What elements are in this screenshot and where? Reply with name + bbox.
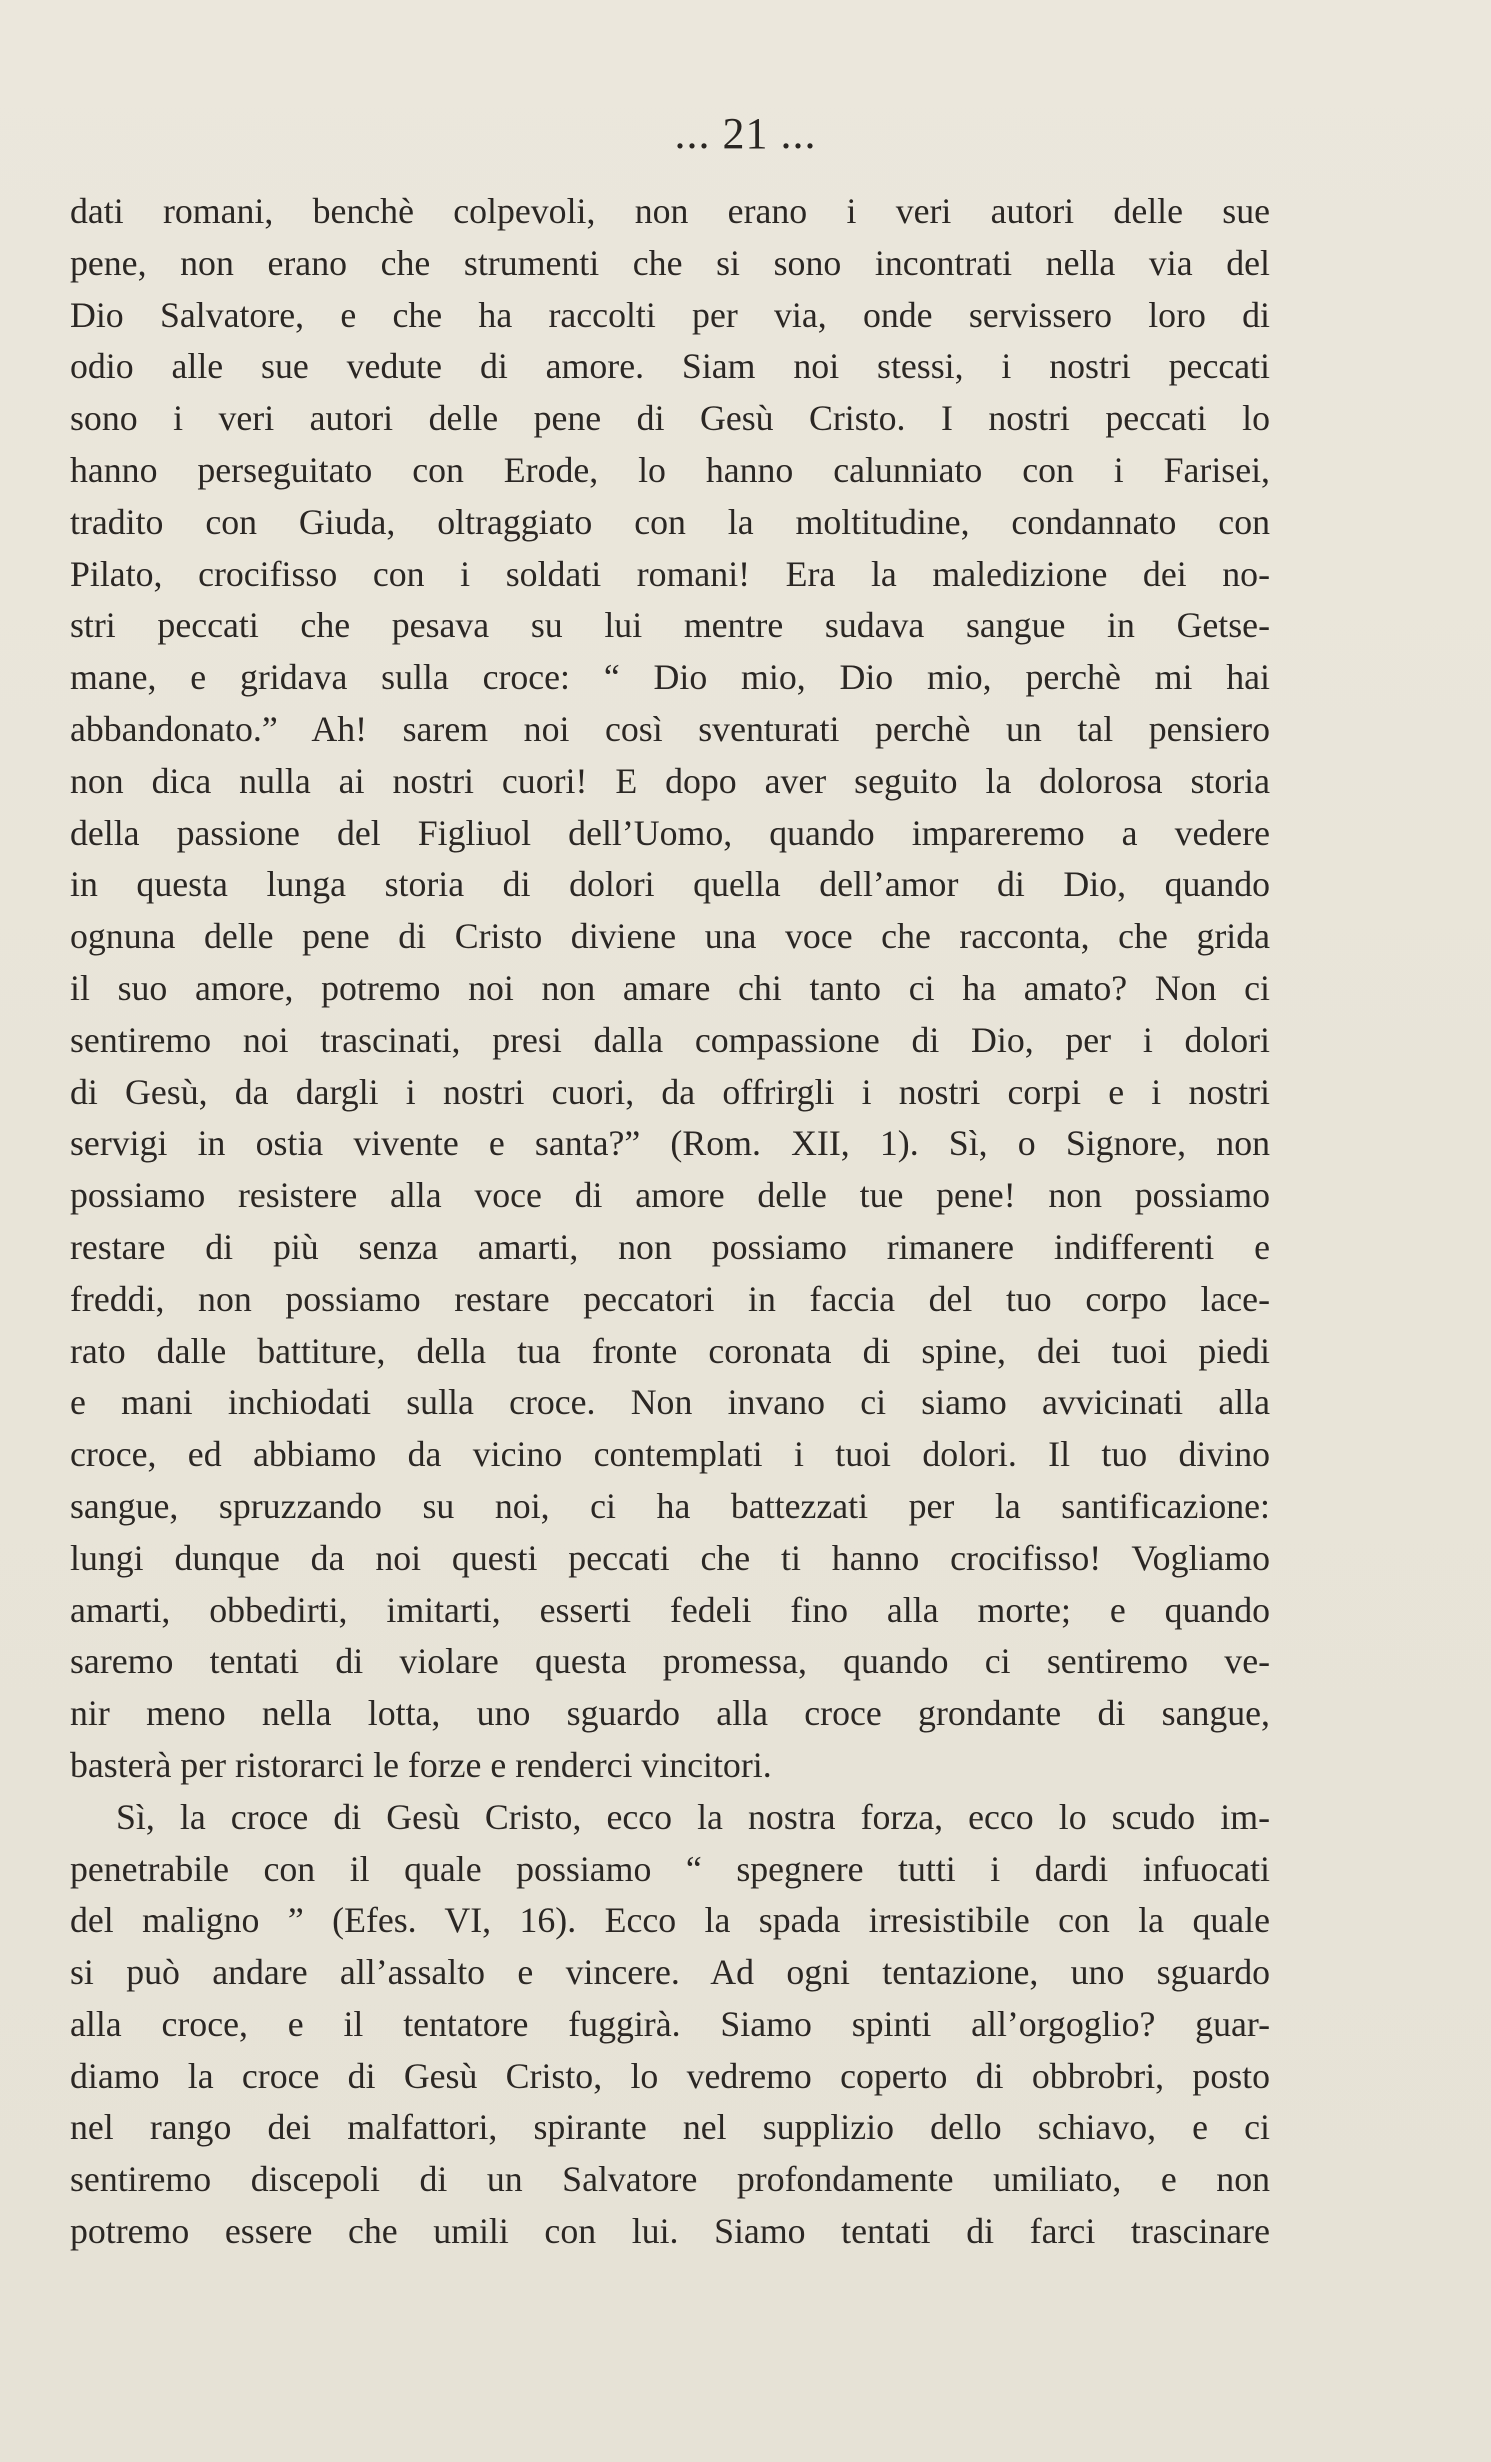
text-line: lungi dunque da noi questi peccati che ti hanno crocifisso! Vogliamo: [70, 1537, 1270, 1578]
text-line: del maligno ” (Efes. VI, 16). Ecco la spada irresistibile con la quale: [70, 1900, 1270, 1941]
body-text: [70, 186, 1270, 2258]
text-line: odio alle sue vedute di amore. Siam noi stessi, i nostri peccati: [70, 346, 1270, 387]
text-line: di Gesù, da dargli i nostri cuori, da offrirgli i nostri corpi e i nostri: [70, 1071, 1270, 1112]
text-line: Dio Salvatore, e che ha raccolti per via, onde servissero loro di: [70, 294, 1270, 335]
text-line: mane, e gridava sulla croce: “ Dio mio, Dio mio, perchè mi hai: [70, 657, 1270, 698]
text-line: rato dalle battiture, della tua fronte coronata di spine, dei tuoi piedi: [70, 1330, 1270, 1371]
text-line: potremo essere che umili con lui. Siamo tentati di farci trascinare: [70, 2211, 1270, 2252]
text-line: e mani inchiodati sulla croce. Non invano ci siamo avvicinati alla: [70, 1382, 1270, 1423]
text-line: alla croce, e il tentatore fuggirà. Siamo spinti all’orgoglio? guar-: [70, 2003, 1270, 2044]
text-line: croce, ed abbiamo da vicino contemplati i tuoi dolori. Il tuo divino: [70, 1434, 1270, 1475]
text-line: Pilato, crocifisso con i soldati romani! Era la maledizione dei no-: [70, 553, 1270, 594]
text-line: pene, non erano che strumenti che si sono incontrati nella via del: [70, 242, 1270, 283]
text-line: della passione del Figliuol dell’Uomo, quando impareremo a vedere: [70, 812, 1270, 853]
text-line: restare di più senza amarti, non possiamo rimanere indifferenti e: [70, 1226, 1270, 1267]
text-line: sangue, spruzzando su noi, ci ha battezzati per la santificazione:: [70, 1485, 1270, 1526]
text-line: tradito con Giuda, oltraggiato con la moltitudine, condannato con: [70, 501, 1270, 542]
text-line: sono i veri autori delle pene di Gesù Cristo. I nostri peccati lo: [70, 398, 1270, 439]
text-line: in questa lunga storia di dolori quella dell’amor di Dio, quando: [70, 864, 1270, 905]
text-line: amarti, obbedirti, imitarti, esserti fedeli fino alla morte; e quando: [70, 1589, 1270, 1630]
text-line: il suo amore, potremo noi non amare chi tanto ci ha amato? Non ci: [70, 967, 1270, 1008]
text-line: basterà per ristorarci le forze e renderci vincitori.: [70, 1744, 772, 1785]
text-line: nel rango dei malfattori, spirante nel supplizio dello schiavo, e ci: [70, 2107, 1270, 2148]
text-line: stri peccati che pesava su lui mentre sudava sangue in Getse-: [70, 605, 1270, 646]
text-line: freddi, non possiamo restare peccatori in faccia del tuo corpo lace-: [70, 1278, 1270, 1319]
text-line: non dica nulla ai nostri cuori! E dopo aver seguito la dolorosa storia: [70, 760, 1270, 801]
text-line: servigi in ostia vivente e santa?” (Rom. XII, 1). Sì, o Signore, non: [70, 1123, 1270, 1164]
text-line: sentiremo discepoli di un Salvatore profondamente umiliato, e non: [70, 2159, 1270, 2200]
text-line: dati romani, benchè colpevoli, non erano i veri autori delle sue: [70, 191, 1270, 231]
page-number: ... 21 ...: [674, 109, 817, 158]
text-line: Sì, la croce di Gesù Cristo, ecco la nostra forza, ecco lo scudo im-: [116, 1796, 1270, 1837]
text-line: abbandonato.” Ah! sarem noi così sventurati perchè un tal pensiero: [70, 708, 1270, 749]
text-line: diamo la croce di Gesù Cristo, lo vedremo coperto di obbrobri, posto: [70, 2055, 1270, 2096]
text-line: hanno perseguitato con Erode, lo hanno calunniato con i Farisei,: [70, 449, 1270, 490]
text-line: possiamo resistere alla voce di amore delle tue pene! non possiamo: [70, 1175, 1270, 1216]
text-line: penetrabile con il quale possiamo “ spegnere tutti i dardi infuocati: [70, 1848, 1270, 1889]
text-line: ognuna delle pene di Cristo diviene una voce che racconta, che grida: [70, 916, 1270, 957]
text-line: si può andare all’assalto e vincere. Ad ogni tentazione, uno sguardo: [70, 1952, 1270, 1993]
text-line: nir meno nella lotta, uno sguardo alla croce grondante di sangue,: [70, 1693, 1270, 1734]
text-line: sentiremo noi trascinati, presi dalla compassione di Dio, per i dolori: [70, 1019, 1270, 1060]
text-line: saremo tentati di violare questa promessa, quando ci sentiremo ve-: [70, 1641, 1270, 1682]
